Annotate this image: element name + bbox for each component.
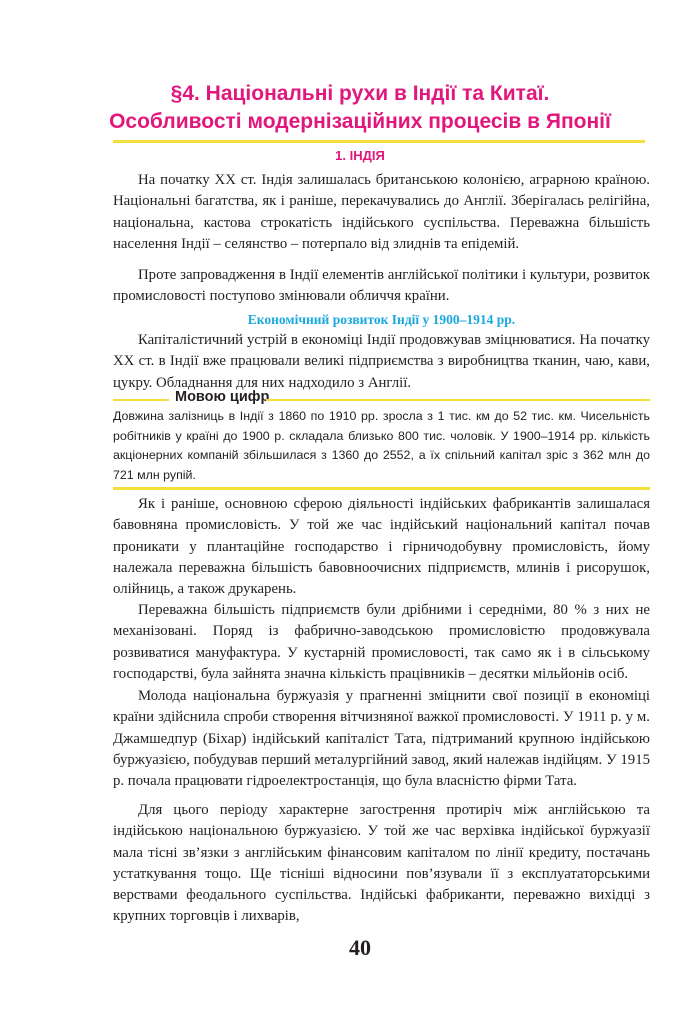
body-paragraph-1 (113, 494, 650, 600)
body-paragraph-3-text: Молода національна буржуазія у прагненні зміцнити свої позиції в економіці країни здійснила спроби створення вітчизняної важкої промисловості. У 1911 р. у м. Джамшедпур (Біхар) індійський капіталіст Тата, підтриманий крупною індійською буржуазією, побудував перший металургійний завод, який належав індійцям. У 1915 р. почала працювати гідроелектростанція, що була власністю фірми Тата. (113, 688, 650, 790)
page-number: 40 (349, 935, 371, 960)
numbers-box-label: Мовою цифр (175, 389, 270, 405)
economy-paragraph (113, 330, 650, 394)
numbers-box-rule-right (266, 399, 650, 401)
chapter-title-line-2: Особливості модернізаційних процесів в Японії (109, 110, 611, 133)
body-paragraph-4 (113, 800, 650, 928)
chapter-title-line-1: §4. Національні рухи в Індії та Китаї. (170, 82, 550, 105)
economy-paragraph-text: Капіталістичний устрій в економіці Індії продовжував зміцнюватися. На початку XX ст. в Індії вже працювали великі підприємства з виробництва тканин, чаю, кави, цукру. Обладнання для них надходило з Англії. (113, 332, 650, 391)
intro-paragraph-2-text: Проте запровадження в Індії елементів англійської політики і культури, розвиток промисловості поступово змінювали обличчя країни. (113, 267, 650, 305)
intro-paragraph-2 (113, 265, 650, 308)
intro-paragraph-1 (113, 170, 650, 255)
body-paragraph-1-text: Як і раніше, основною сферою діяльності індійських фабрикантів залишалася бавовняна промисловість. У той же час індійський національний капітал почав проникати у плантаційне господарство і гірничодобувну промисловість, йому належала переважна більшість бавовноочисних підприємств, млинів і рисорушок, олійниць, а також друкарень. (113, 496, 650, 598)
numbers-box-rule-bottom (113, 487, 650, 490)
title-underline (113, 140, 645, 143)
chapter-title (70, 80, 650, 136)
body-paragraph-2 (113, 600, 650, 685)
numbers-box-text: Довжина залізниць в Індії з 1860 по 1910 рр. зросла з 1 тис. км до 52 тис. км. Чисельність робітників у країні до 1900 р. складала близько 800 тис. чоловік. У 1900–1914 рр. кількість акціонерних компаній збільшилася з 1360 до 2552, а їх спільний капітал зріс з 362 млн до 721 млн рупій. (113, 409, 650, 482)
intro-paragraph-1-text: На початку XX ст. Індія залишалась британською колонією, аграрною країною. Національні багатства, як і раніше, перекачувались до Англії. Зберігалась релігійна, національна, кастова строкатість індійського суспільства. Переважна більшість населення Індії – селянство – потерпало від злиднів та епідемій. (113, 172, 650, 252)
subsection-heading: Економічний розвиток Індії у 1900–1914 рр. (247, 312, 516, 327)
body-paragraph-2-text: Переважна більшість підприємств були дрібними і середніми, 80 % з них не механізовані. Поряд із фабрично-заводською промисловістю продовжувала розвиватися мануфактура. У кустарній промисловості, так само як і в сільському господарстві, була зайнята значна кількість працівників – десятки мільйонів осіб. (113, 602, 650, 682)
body-paragraph-3 (113, 686, 650, 792)
numbers-box-rule-left (113, 399, 169, 401)
section-heading: 1. ІНДІЯ (335, 148, 385, 163)
body-paragraph-4-text: Для цього періоду характерне загострення протиріч між англійською та індійською національною буржуазією. У той же час верхівка індійської буржуазії мала тісні зв’язки з англійським фінансовим капіталом по лінії кредиту, постачань устаткування тощо. Ще тісніші відносини пов’язували її з експлуататорськими верствами феодального суспільства. Індійські фабриканти, переважно вихідці з крупних торговців і лихварів, (113, 802, 650, 925)
